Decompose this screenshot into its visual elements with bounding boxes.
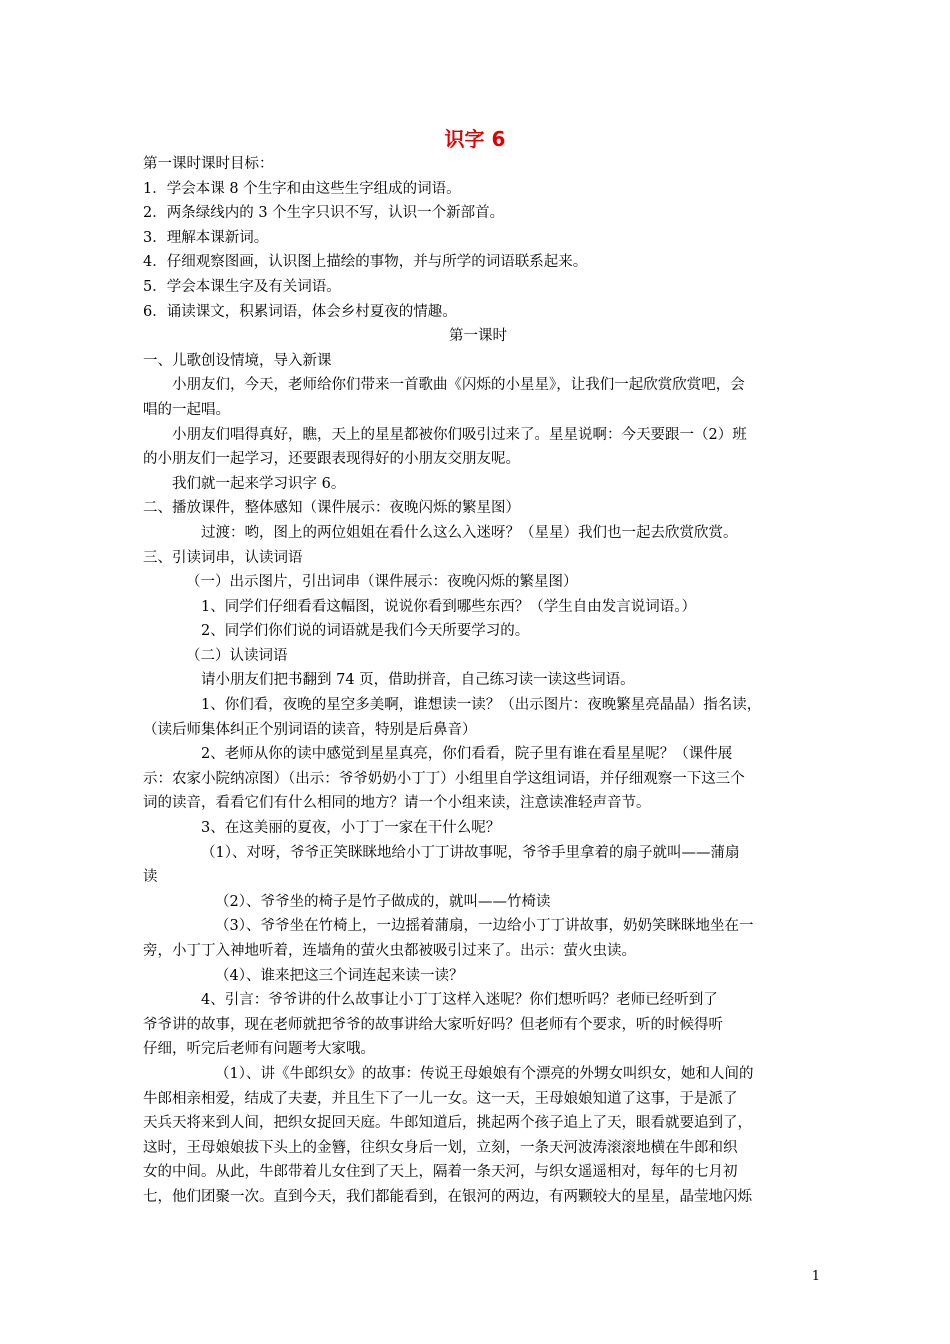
text-line: （4）、谁来把这三个词连起来读一读？ <box>215 967 464 984</box>
document-title: 识字 6 <box>444 127 506 151</box>
page-number: 1 <box>811 1269 820 1284</box>
text-line: 1、同学们仔细看看这幅图，说说你看到哪些东西？（学生自由发言说词语。） <box>201 598 696 615</box>
text-line: 一、儿歌创设情境，导入新课 <box>143 352 332 369</box>
text-line: 仔细，听完后老师有问题考大家哦。 <box>143 1041 375 1058</box>
text-line: 第一课时课时目标： <box>143 156 274 172</box>
text-line: 3、在这美丽的夏夜，小丁丁一家在干什么呢？ <box>201 820 501 837</box>
text-line: 七，他们团聚一次。直到今天，我们都能看到，在银河的两边，有两颗较大的星星，晶莹地闪烁 <box>143 1188 752 1205</box>
text-line: 词的读音，看看它们有什么相同的地方？请一个小组来读，注意读准轻声音节。 <box>143 795 651 812</box>
text-line: （一）出示图片，引出词串（课件展示：夜晚闪烁的繁星图） <box>186 574 578 591</box>
text-line: 这时，王母娘娘拔下头上的金簪，往织女身后一划，立刻，一条天河波涛滚滚地横在牛郎和织 <box>143 1139 738 1156</box>
text-line: 请小朋友们把书翻到 74 页，借助拼音，自己练习读一读这些词语。 <box>201 672 635 689</box>
text-line: 5．学会本课生字及有关词语。 <box>143 278 341 295</box>
text-line: 唱的一起唱。 <box>143 401 230 418</box>
text-line: 牛郎相亲相爱，结成了夫妻，并且生下了一儿一女。这一天，王母娘娘知道了这事，于是派了 <box>143 1090 738 1107</box>
text-line: 三、引读词串，认读词语 <box>143 549 303 566</box>
text-line: （二）认读词语 <box>186 647 288 664</box>
text-line: 4．仔细观察图画，认识图上描绘的事物，并与所学的词语联系起来。 <box>143 254 588 271</box>
text-line: 旁，小丁丁入神地听着，连墙角的萤火虫都被吸引过来了。出示：萤火虫读。 <box>143 943 636 959</box>
text-line: （3）、爷爷坐在竹椅上，一边摇着蒲扇，一边给小丁丁讲故事，奶奶笑眯眯地坐在一 <box>215 918 754 935</box>
text-line: 示：农家小院纳凉图）（出示：爷爷奶奶小丁丁）小组里自学这组词语，并仔细观察一下这三个 <box>143 770 745 787</box>
text-line: 过渡：哟，图上的两位姐姐在看什么这么入迷呀？（星星）我们也一起去欣赏欣赏。 <box>201 524 738 541</box>
text-line: （读后师集体纠正个别词语的读音，特别是后鼻音） <box>143 721 477 738</box>
text-line: 爷爷讲的故事，现在老师就把爷爷的故事讲给大家听好吗？但老师有个要求，听的时候得听 <box>143 1016 723 1033</box>
text-line: 2、同学们你们说的词语就是我们今天所要学习的。 <box>201 623 530 640</box>
text-line: 二、播放课件，整体感知（课件展示：夜晚闪烁的繁星图） <box>143 500 520 517</box>
text-line: 2、老师从你的读中感觉到星星真亮，你们看看，院子里有谁在看星星呢？（课件展 <box>201 746 733 763</box>
text-line: 6．诵读课文，积累词语，体会乡村夏夜的情趣。 <box>143 303 457 320</box>
text-line: 小朋友们，今天，老师给你们带来一首歌曲《闪烁的小星星》，让我们一起欣赏欣赏吧，会 <box>172 377 745 394</box>
text-line: 4、引言：爷爷讲的什么故事让小丁丁这样入迷呢？你们想听吗？老师已经听到了 <box>201 992 718 1009</box>
text-line: 天兵天将来到人间，把织女捉回天庭。牛郎知道后，挑起两个孩子追上了天，眼看就要追到了， <box>143 1115 752 1132</box>
text-line: （2）、爷爷坐的椅子是竹子做成的，就叫——竹椅读 <box>215 893 551 910</box>
text-line: 小朋友们唱得真好，瞧，天上的星星都被你们吸引过来了。星星说啊：今天要跟一（2）班 <box>172 426 747 443</box>
text-line: 第一课时 <box>449 328 507 345</box>
text-line: 读 <box>143 869 158 886</box>
document-body <box>143 152 813 1210</box>
text-line: （1）、对呀，爷爷正笑眯眯地给小丁丁讲故事呢，爷爷手里拿着的扇子就叫——蒲扇 <box>201 844 740 861</box>
text-line: 3．理解本课新词。 <box>143 229 269 246</box>
text-line: 我们就一起来学习识字 6。 <box>172 475 346 492</box>
text-line: 2．两条绿线内的 3 个生字只识不写，认识一个新部首。 <box>143 205 505 222</box>
text-line: 女的中间。从此，牛郎带着儿女住到了天上，隔着一条天河，与织女遥遥相对，每年的七月初 <box>143 1164 738 1181</box>
text-line: （1）、讲《牛郎织女》的故事：传说王母娘娘有个漂亮的外甥女叫织女，她和人间的 <box>215 1065 754 1082</box>
text-line: 1、你们看，夜晚的星空多美啊，谁想读一读？（出示图片：夜晚繁星亮晶晶）指名读， <box>201 697 762 714</box>
text-line: 1．学会本课 8 个生字和由这些生字组成的词语。 <box>143 180 461 197</box>
text-line: 的小朋友们一起学习，还要跟表现得好的小朋友交朋友呢。 <box>143 451 520 468</box>
